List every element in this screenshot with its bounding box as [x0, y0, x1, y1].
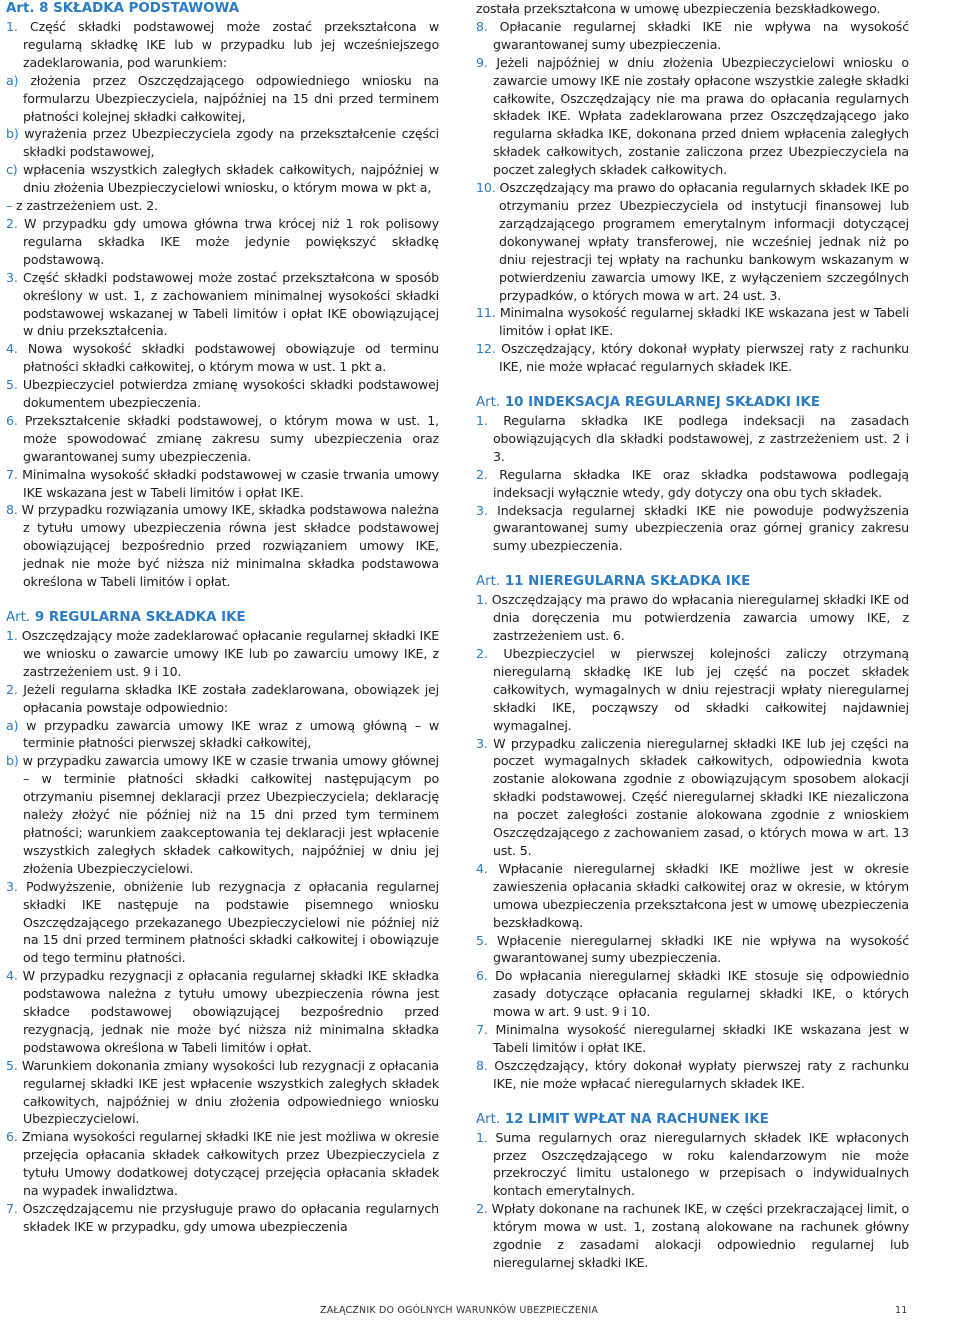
paragraph	[476, 645, 909, 735]
paragraph-number: 9.	[476, 54, 488, 70]
paragraph-number: 4.	[6, 341, 18, 357]
paragraph	[6, 197, 439, 215]
paragraph-number: 2.	[476, 646, 488, 661]
paragraph-text: Przekształcenie składki podstawowej, o którym mowa w ust. 1, może spowodować zmianę zakresu sumy ubezpieczenia oraz gwarantowanej sumy ubezpieczenia.	[23, 412, 439, 464]
paragraph-number: b)	[6, 126, 19, 142]
right-column	[476, 0, 909, 1272]
paragraph	[476, 1057, 909, 1093]
paragraph-number: 11.	[476, 305, 496, 321]
paragraph	[6, 269, 439, 341]
paragraph-text: Ubezpieczyciel w pierwszej kolejności zaliczy otrzymaną nieregularną składkę IKE lub jej część na poczet składek całkowitych, wymagalnych w dniu rejestracji wpłaty nieregularnej składki IKE, począwszy od składki całkowitej najdawniej wymagalnej.	[493, 646, 909, 733]
page-number: 11	[895, 1305, 908, 1316]
paragraph	[476, 1129, 909, 1201]
paragraph-text: Do wpłacania nieregularnej składki IKE stosuje się odpowiednio zasady dotyczące opłacania regularnej składki IKE, o których mowa w art. 9 ust. 9 i 10.	[493, 968, 910, 1020]
paragraph-text: w przypadku zawarcia umowy IKE w czasie trwania umowy głównej – w terminie płatności składki całkowitej następującym po otrzymaniu pisemnej deklaracji przez Ubezpieczyciela; deklarację należy złożyć nie później niż na 15 dni przed tym terminem płatności; warunkiem zaakceptowania tej deklaracji jest wpłacenie wszystkich zaległych składek całkowitych, najpóźniej w dniu jej złożenia Ubezpieczycielowi.	[22, 753, 439, 876]
paragraph-number: b)	[6, 753, 19, 769]
article-12-body	[476, 1129, 909, 1272]
paragraph-number: c)	[6, 162, 18, 178]
paragraph-text: Minimalna wysokość składki podstawowej w czasie trwania umowy IKE wskazana jest w Tabeli limitów i opłat IKE.	[22, 466, 439, 500]
paragraph-text: Indeksacja regularnej składki IKE nie powoduje podwyższenia gwarantowanej sumy ubezpieczenia oraz górnej granicy zakresu sumy ubezpieczenia.	[493, 502, 910, 554]
paragraph	[6, 1057, 439, 1129]
paragraph	[476, 412, 909, 466]
paragraph-text: Ubezpieczyciel potwierdza zmianę wysokości składki podstawowej dokumentem ubezpieczenia.	[22, 377, 439, 411]
paragraph-number: 6.	[6, 1129, 18, 1145]
paragraph	[6, 376, 439, 412]
paragraph-number: 7.	[476, 1022, 488, 1038]
paragraph-text: Oszczędzający, który dokonał wypłaty pierwszej raty z rachunku IKE, nie może wpłacać regularnych składek IKE.	[499, 341, 909, 375]
paragraph-text: Suma regularnych oraz nieregularnych składek IKE wpłaconych przez Oszczędzającego w roku kalendarzowym nie może przekroczyć limitu ustalonego w przepisach o indywidualnych kontach emerytalnych.	[493, 1129, 909, 1199]
paragraph	[476, 735, 909, 860]
paragraph-number: 5.	[6, 377, 18, 393]
paragraph-text: złożenia przez Oszczędzającego odpowiedniego wniosku na formularzu Ubezpieczyciela, najpóźniej na 15 dni przed terminem płatności kolejnej składki całkowitej,	[23, 72, 439, 124]
article-11-title: Art. 11 NIEREGULARNA SKŁADKA IKE	[476, 574, 751, 590]
paragraph-number: a)	[6, 72, 19, 88]
paragraph	[6, 681, 439, 717]
paragraph	[6, 501, 439, 591]
paragraph	[476, 340, 909, 376]
paragraph	[6, 1200, 439, 1236]
paragraph-number: 1.	[6, 19, 18, 34]
paragraph-number: 3.	[6, 269, 18, 285]
paragraph-number: 3.	[6, 878, 18, 894]
article-11-body	[476, 591, 909, 1092]
paragraph	[6, 752, 439, 877]
paragraph	[476, 304, 909, 340]
paragraph-text: Oszczędzający ma prawo do opłacania regularnych składek IKE po otrzymaniu przez Ubezpieczyciela od instytucji finansowej lub zarządzającego programem emerytalnym informacji dotyczącej dokonywanej wpłaty transferowej, nie wcześniej jednak niż po dniu rejestracji tej wpłaty na rachunku bankowym wskazanym w potwierdzeniu zawarcia umowy IKE, z wyłączeniem szczególnych przypadków, o których mowa w art. 24 ust. 3.	[499, 180, 909, 303]
article-9-body	[6, 627, 439, 1236]
paragraph	[476, 54, 909, 179]
paragraph	[6, 627, 439, 681]
paragraph	[6, 340, 439, 376]
paragraph	[476, 860, 909, 932]
paragraph-text: Jeżeli najpóźniej w dniu złożenia Ubezpieczycielowi wniosku o zawarcie umowy IKE nie zostały opłacone wszystkie zaległe składki całkowite, Oszczędzający nie ma prawa do opłacania regularnych składek IKE. Wpłata zadeklarowana przez Oszczędzającego jako regularna składka IKE, dokonana przed dniem wpłacenia zaległych składek całkowitych, zostanie zaliczona przez Ubezpieczyciela na poczet zaległych składek całkowitych.	[493, 54, 909, 178]
paragraph-text: Część składki podstawowej może zostać przekształcona w regularną składkę IKE lub w przypadku lub jej wcześniejszego zadeklarowania, pod warunkiem:	[23, 19, 439, 70]
paragraph-number: 3.	[476, 735, 488, 751]
paragraph-number: 12.	[476, 341, 496, 357]
paragraph-text: Część składki podstawowej może zostać przekształcona w sposób określony w ust. 1, z zachowaniem minimalnej wysokości składki podstawowej wskazanej w Tabeli limitów i opłat IKE obowiązującej w dniu przekształcenia.	[23, 269, 440, 339]
article-9-title: Art. 9 REGULARNA SKŁADKA IKE	[6, 610, 246, 625]
paragraph-number: 3.	[476, 502, 488, 518]
paragraph	[476, 1021, 909, 1057]
paragraph	[6, 72, 439, 126]
article-8-body	[6, 18, 439, 591]
paragraph-number: 10.	[476, 180, 496, 196]
paragraph-text: Wpłaty dokonane na rachunek IKE, w części przekraczającej limit, o którym mowa w ust. 1, zostaną alokowane na rachunek główny zgodnie z zasadami alokacji odpowiednio regularnej lub nieregularnej składki IKE.	[491, 1201, 910, 1270]
paragraph	[6, 1128, 439, 1200]
paragraph-number: 8.	[476, 18, 488, 34]
paragraph	[476, 932, 909, 968]
paragraph	[476, 591, 909, 645]
paragraph-number: 1.	[6, 628, 18, 643]
paragraph-number: 7.	[6, 466, 18, 482]
paragraph-text: Jeżeli regularna składka IKE została zadeklarowana, obowiązek jej opłacania powstaje odpowiednio:	[23, 681, 439, 715]
paragraph-number: 4.	[476, 860, 488, 876]
paragraph-text: W przypadku rezygnacji z opłacania regularnej składki IKE składka podstawowa należna z tytułu umowy ubezpieczenia równa jest składce podstawowej obowiązującej bezpośrednio przed rezygnacją, jednak nie może być niższa niż minimalna składka podstawowa określona w Tabeli limitów i opłat.	[22, 968, 440, 1055]
paragraph-number: 8.	[476, 1057, 488, 1073]
paragraph-text: w przypadku zawarcia umowy IKE wraz z umową główną – w terminie płatności pierwszej składki całkowitej,	[23, 717, 439, 751]
paragraph-text: Wpłacanie nieregularnej składki IKE możliwe jest w okresie zawieszenia opłacania składki całkowitej oraz w okresie, w którym umowa ubezpieczenia przekształcona jest w umowę ubezpieczenia bezskładkową.	[493, 860, 909, 930]
paragraph-number: 8.	[6, 502, 18, 518]
paragraph-number: 1.	[476, 413, 488, 429]
paragraph-text: Wpłacenie nieregularnej składki IKE nie wpływa na wysokość gwarantowanej sumy ubezpieczenia.	[493, 932, 909, 966]
footer-title: ZAŁĄCZNIK DO OGÓLNYCH WARUNKÓW UBEZPIECZENIA	[320, 1305, 599, 1316]
paragraph-text: W przypadku gdy umowa główna trwa krócej niż 1 rok polisowy regularna składka IKE może jedynie powiększyć składkę podstawową.	[23, 215, 439, 267]
paragraph	[476, 1200, 909, 1272]
paragraph-text: Regularna składka IKE podlega indeksacji na zasadach obowiązujących dla składki podstawowej, z zastrzeżeniem ust. 2 i 3.	[493, 413, 909, 464]
paragraph-text: Nowa wysokość składki podstawowej obowiązuje od terminu płatności składki całkowitej, o którym mowa w ust. 1 pkt a.	[23, 341, 439, 375]
paragraph	[6, 412, 439, 466]
paragraph	[6, 215, 439, 269]
paragraph-text: Podwyższenie, obniżenie lub rezygnacja z opłacania regularnej składki IKE następuje na podstawie pisemnego wniosku Oszczędzającego przekazanego Ubezpieczycielowi nie później niż na 15 dni przed terminem płatności składki całkowitej i obowiązuje od tego terminu płatności.	[23, 878, 439, 966]
paragraph-text: Warunkiem dokonania zmiany wysokości lub rezygnacji z opłacania regularnej składki IKE jest wpłacenie wszystkich zaległych składek całkowitych, najpóźniej w dniu złożenia odpowiedniego wniosku Ubezpieczycielowi.	[21, 1057, 439, 1127]
article-10-body	[476, 412, 909, 555]
paragraph	[6, 161, 439, 197]
paragraph-text: Minimalna wysokość regularnej składki IKE wskazana jest w Tabeli limitów i opłat IKE.	[499, 305, 909, 339]
paragraph-number: 6.	[6, 412, 18, 428]
paragraph-text: Regularna składka IKE oraz składka podstawowa podlegają indeksacji wyłącznie wtedy, gdy dotyczy ona obu tych składek.	[493, 466, 909, 500]
paragraph-number: 5.	[6, 1057, 18, 1073]
paragraph-number: 2.	[476, 1201, 488, 1217]
paragraph-number: 4.	[6, 968, 18, 984]
paragraph	[476, 179, 909, 304]
article-9-continuation	[476, 0, 909, 376]
paragraph-number: 2.	[476, 466, 488, 482]
paragraph	[476, 18, 909, 54]
paragraph-text: wpłacenia wszystkich zaległych składek całkowitych, najpóźniej w dniu złożenia Ubezpieczycielowi wniosku, o którym mowa w pkt a,	[23, 162, 439, 196]
paragraph	[6, 125, 439, 161]
paragraph-number: 5.	[476, 932, 488, 948]
paragraph-number: –	[6, 198, 13, 214]
paragraph-text: Oszczędzającemu nie przysługuje prawo do opłacania regularnych składek IKE w przypadku, gdy umowa ubezpieczenia	[22, 1201, 439, 1234]
paragraph	[6, 967, 439, 1057]
paragraph-number: a)	[6, 717, 19, 733]
paragraph-text: Oszczędzający może zadeklarować opłacanie regularnej składki IKE we wniosku o zawarcie umowy IKE lub po zawarciu umowy IKE, z zastrzeżeniem ust. 9 i 10.	[21, 628, 440, 679]
paragraph	[6, 466, 439, 502]
paragraph-number: 2.	[6, 681, 18, 697]
paragraph-number: 6.	[476, 968, 488, 984]
paragraph-text: wyrażenia przez Ubezpieczyciela zgody na przekształcenie części składki podstawowej,	[23, 126, 439, 160]
article-12-title: Art. 12 LIMIT WPŁAT NA RACHUNEK IKE	[476, 1111, 769, 1127]
paragraph	[476, 466, 909, 502]
paragraph	[6, 18, 439, 72]
paragraph	[476, 967, 909, 1021]
paragraph-text: Opłacanie regularnej składki IKE nie wpływa na wysokość gwarantowanej sumy ubezpieczenia.	[493, 18, 909, 52]
paragraph-text: W przypadku rozwiązania umowy IKE, składka podstawowa należna z tytułu umowy ubezpieczenia równa jest składce podstawowej obowiązującej bezpośrednio przed rozwiązaniem umowy IKE, jednak nie może być niższa niż minimalna składka podstawowa określona w Tabeli limitów i opłat.	[21, 502, 439, 590]
paragraph-text: została przekształcona w umowę ubezpieczenia bezskładkowego.	[476, 1, 881, 16]
paragraph	[6, 717, 439, 753]
paragraph-number: 1.	[476, 1129, 488, 1145]
article-8-title: Art. 8 SKŁADKA PODSTAWOWA	[6, 1, 240, 16]
paragraph	[476, 0, 909, 18]
paragraph-text: Oszczędzający, który dokonał wypłaty pierwszej raty z rachunku IKE, nie może wpłacać nieregularnych składek IKE.	[493, 1057, 909, 1091]
paragraph-number: 2.	[6, 215, 18, 231]
paragraph-text: Minimalna wysokość nieregularnej składki IKE wskazana jest w Tabeli limitów i opłat IKE.	[493, 1022, 910, 1055]
paragraph-text: Oszczędzający ma prawo do wpłacania nieregularnej składki IKE od dnia doręczenia mu potwierdzenia zawarcia umowy IKE, z zastrzeżeniem ust. 6.	[491, 592, 909, 644]
paragraph-text: W przypadku zaliczenia nieregularnej składki IKE lub jej części na poczet wymagalnych składek całkowitych, odpowiednia kwota zostanie alokowana zgodnie z obowiązującym sposobem alokacji składki podstawowej. Część nieregularnej składki IKE niezaliczona na poczet zaległości zostanie alokowana zgodnie z wnioskiem Oszczędzającego z zachowaniem zasad, o których mowa w art. 13 ust. 5.	[493, 735, 909, 858]
paragraph-text: Zmiana wysokości regularnej składki IKE nie jest możliwa w okresie przejęcia opłacania składek całkowitych przez Ubezpieczyciela z tytułu Umowy dodatkowej dotyczącej przejęcia opłacania składek na wypadek inwalidztwa.	[21, 1129, 439, 1199]
paragraph-number: 7.	[6, 1201, 18, 1216]
left-column	[6, 0, 439, 1236]
article-10-title: Art. 10 INDEKSACJA REGULARNEJ SKŁADKI IKE	[476, 395, 820, 411]
paragraph-number: 1.	[476, 592, 488, 608]
paragraph	[476, 502, 909, 556]
paragraph-text: z zastrzeżeniem ust. 2.	[16, 198, 158, 214]
paragraph	[6, 878, 439, 968]
